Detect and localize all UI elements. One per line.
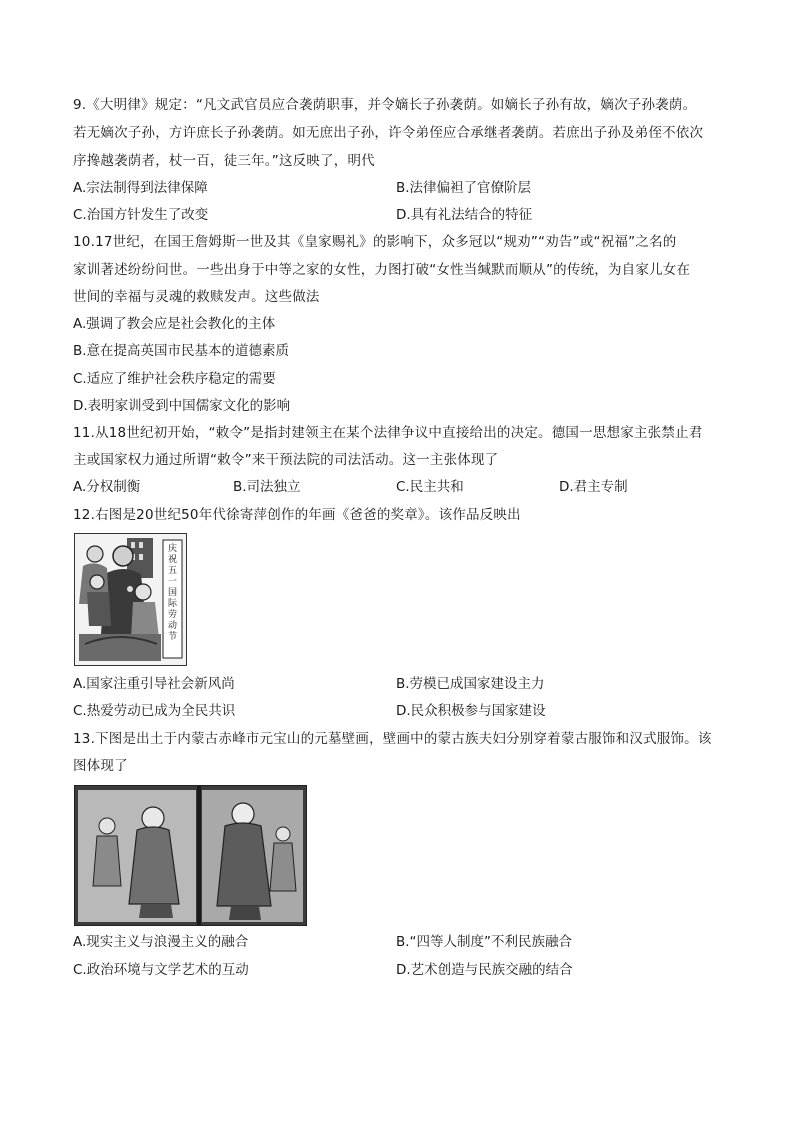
q9-stem-line-1: 9.《大明律》规定：“凡文武官员应合袭荫职事，并令嫡长子孙袭荫。如嫡长子孙有故，嫡次子孙袭荫。 [73,97,697,113]
q10-option-b[interactable]: B.意在提高英国市民基本的道德素质 [73,343,290,359]
q13-option-d[interactable]: D.艺术创造与民族交融的结合 [396,962,573,978]
q10-option-c[interactable]: C.适应了维护社会秩序稳定的需要 [73,371,276,387]
mural-image [74,785,307,926]
poster-image [74,533,187,666]
q11-option-c[interactable]: C.民主共和 [396,479,464,495]
q9-stem-line-2: 若无嫡次子孙，方许庶长子孙袭荫。如无庶出子孙，许令弟侄应合承继者袭荫。若庶出子孙及弟侄不依次 [73,125,704,141]
q11-stem-line-2: 主或国家权力通过所谓“敕令”来干预法院的司法活动。这一主张体现了 [73,452,499,468]
q9-option-a[interactable]: A.宗法制得到法律保障 [73,180,208,196]
q10-option-d[interactable]: D.表明家训受到中国儒家文化的影响 [73,398,291,414]
q10-stem-line-3: 世间的幸福与灵魂的救赎发声。这些做法 [73,289,320,305]
q11-option-a[interactable]: A.分权制衡 [73,479,141,495]
q11-option-d[interactable]: D.君主专制 [559,479,628,495]
q9-option-b[interactable]: B.法律偏袒了官僚阶层 [396,180,532,196]
q12-option-a[interactable]: A.国家注重引导社会新风尚 [73,676,235,692]
q10-stem-line-1: 10.17世纪，在国王詹姆斯一世及其《皇家赐礼》的影响下，众多冠以“规劝”“劝告”或“祝福”之名的 [73,234,677,250]
mural-illustration [75,786,306,925]
q13-option-b[interactable]: B.“四等人制度”不利民族融合 [396,934,573,950]
q11-option-b[interactable]: B.司法独立 [233,479,301,495]
q12-option-b[interactable]: B.劳模已成国家建设主力 [396,676,545,692]
q13-stem-line-2: 图体现了 [73,758,128,774]
q12-stem-line-1: 12.右图是20世纪50年代徐寄萍创作的年画《爸爸的奖章》。该作品反映出 [73,507,521,523]
q13-option-c[interactable]: C.政治环境与文学艺术的互动 [73,962,249,978]
q13-stem-line-1: 13.下图是出土于内蒙古赤峰市元宝山的元墓壁画，壁画中的蒙古族夫妇分别穿着蒙古服饰和汉式服饰。该 [73,731,712,747]
q11-stem-line-1: 11.从18世纪初开始，“敕令”是指封建领主在某个法律争议中直接给出的决定。德国一思想家主张禁止君 [73,425,703,441]
q9-option-c[interactable]: C.治国方针发生了改变 [73,207,209,223]
q12-option-d[interactable]: D.民众积极参与国家建设 [396,703,546,719]
q10-stem-line-2: 家训著述纷纷问世。一些出身于中等之家的女性，力图打破“女性当缄默而顺从”的传统，为自家儿女在 [73,262,691,278]
q13-option-a[interactable]: A.现实主义与浪漫主义的融合 [73,934,249,950]
q10-option-a[interactable]: A.强调了教会应是社会教化的主体 [73,316,276,332]
poster-banner-text: 庆祝五一国际劳动节 [167,544,177,642]
q12-option-c[interactable]: C.热爱劳动已成为全民共识 [73,703,236,719]
q9-stem-line-3: 序搀越袭荫者，杖一百，徒三年。”这反映了，明代 [73,153,375,169]
q9-option-d[interactable]: D.具有礼法结合的特征 [396,207,533,223]
